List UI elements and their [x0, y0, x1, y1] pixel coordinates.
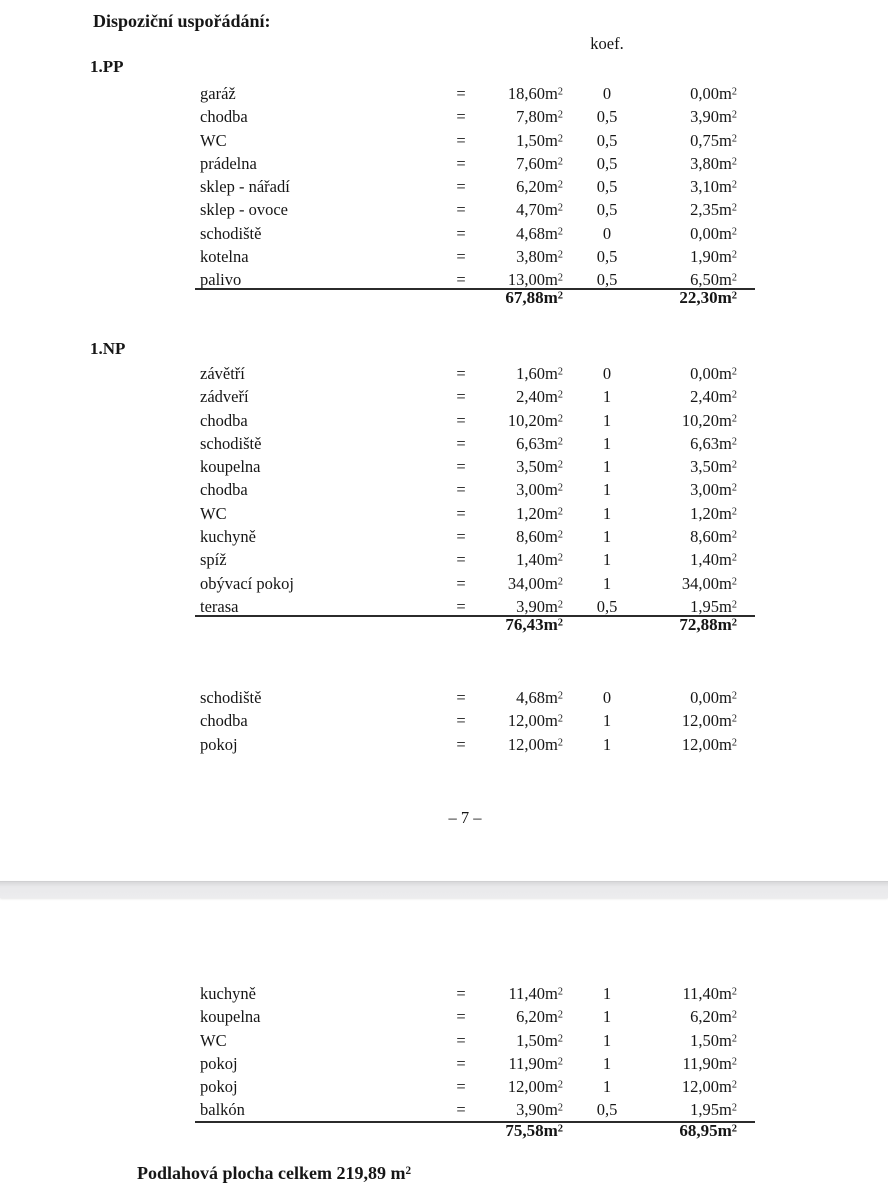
room-name: terasa — [200, 596, 239, 616]
room-area: $2,40m^2$ — [516, 387, 563, 407]
room-area: $12,00m^2$ — [507, 711, 563, 731]
room-koef: 1 — [602, 1007, 612, 1027]
equals-sign: = — [456, 688, 466, 707]
room-result: $1,95m^2$ — [690, 1100, 737, 1120]
room-area: $12,00m^2$ — [507, 1077, 563, 1097]
room-area: $6,20m^2$ — [516, 1007, 563, 1027]
room-koef: 0 — [602, 223, 612, 243]
room-koef: 1 — [602, 433, 612, 453]
room-area: $7,60m^2$ — [516, 153, 563, 173]
room-table-continuation — [200, 686, 737, 756]
section-label-1np: 1.NP — [90, 339, 126, 358]
room-area: $4,70m^2$ — [516, 200, 563, 220]
room-result: $12,00m^2$ — [681, 711, 737, 731]
room-result: $1,90m^2$ — [690, 247, 737, 267]
room-area: $1,50m^2$ — [516, 1030, 563, 1050]
room-result: $0,75m^2$ — [690, 130, 737, 150]
table-row — [200, 686, 737, 709]
equals-sign: = — [456, 177, 466, 197]
room-name: balkón — [200, 1100, 245, 1120]
room-koef: 0,5 — [596, 1100, 618, 1120]
room-name: zádveří — [200, 387, 249, 407]
room-result: $1,50m^2$ — [690, 1030, 737, 1050]
equals-sign: = — [456, 130, 466, 150]
room-name: schodiště — [200, 223, 262, 243]
room-koef: 0,5 — [596, 596, 618, 616]
equals-sign: = — [456, 387, 466, 407]
room-result: $3,10m^2$ — [690, 177, 737, 197]
table-row — [200, 709, 737, 732]
room-name: chodba — [200, 410, 248, 430]
room-area: $3,90m^2$ — [516, 1100, 563, 1120]
table-row — [200, 385, 737, 408]
equals-sign: = — [456, 433, 466, 453]
room-area: $3,50m^2$ — [516, 457, 563, 477]
room-koef: 0,5 — [596, 177, 618, 197]
room-name: koupelna — [200, 1007, 261, 1027]
equals-sign: = — [456, 711, 466, 731]
table-row — [200, 1029, 737, 1052]
equals-sign: = — [456, 153, 466, 173]
equals-sign: = — [456, 457, 466, 477]
room-result: $6,50m^2$ — [690, 270, 737, 290]
room-name: palivo — [200, 270, 242, 290]
room-result: $3,50m^2$ — [690, 457, 737, 477]
room-koef: 1 — [602, 387, 612, 407]
page-number: – 7 – — [448, 808, 482, 827]
room-koef: 1 — [602, 457, 612, 477]
room-result: $0,00m^2$ — [690, 688, 737, 707]
room-result: $6,63m^2$ — [690, 433, 737, 453]
room-area: $3,90m^2$ — [516, 596, 563, 616]
room-koef: 0 — [602, 84, 612, 103]
table-row — [200, 129, 737, 152]
room-result: $10,20m^2$ — [681, 410, 737, 430]
equals-sign: = — [456, 107, 466, 127]
total-area-1np: $76,43m^2$ — [505, 615, 563, 634]
room-name: závětří — [200, 364, 245, 383]
table-row — [200, 1052, 737, 1075]
equals-sign: = — [456, 527, 466, 547]
equals-sign: = — [456, 573, 466, 593]
total-floor-area: Podlahová plocha celkem 219,89 $m^2$ — [137, 1163, 412, 1183]
room-area: $4,68m^2$ — [516, 223, 563, 243]
room-result: $3,00m^2$ — [690, 480, 737, 500]
room-koef: 0,5 — [596, 200, 618, 220]
room-area: $10,20m^2$ — [507, 410, 563, 430]
room-area: $12,00m^2$ — [507, 734, 563, 754]
room-area: $1,50m^2$ — [516, 130, 563, 150]
room-result: $11,40m^2$ — [682, 984, 737, 1003]
room-result: $0,00m^2$ — [690, 364, 737, 383]
room-name: kuchyně — [200, 527, 256, 547]
room-name: spíž — [200, 550, 227, 570]
room-name: sklep - nářadí — [200, 177, 290, 197]
table-row — [200, 198, 737, 221]
column-header-koef: koef. — [590, 34, 624, 53]
room-name: chodba — [200, 107, 248, 127]
room-result: $34,00m^2$ — [681, 573, 737, 593]
room-area: $4,68m^2$ — [516, 688, 563, 707]
equals-sign: = — [456, 1007, 466, 1027]
room-name: sklep - ovoce — [200, 200, 288, 220]
table-row — [200, 245, 737, 268]
totals-row-1np — [200, 613, 737, 636]
room-result: $1,95m^2$ — [690, 596, 737, 616]
room-result: $3,80m^2$ — [690, 153, 737, 173]
room-result: $8,60m^2$ — [690, 527, 737, 547]
room-result: $12,00m^2$ — [681, 1077, 737, 1097]
room-koef: 1 — [602, 550, 612, 570]
room-area: $18,60m^2$ — [507, 84, 563, 103]
room-koef: 1 — [602, 1030, 612, 1050]
equals-sign: = — [456, 1030, 466, 1050]
room-name: koupelna — [200, 457, 261, 477]
equals-sign: = — [456, 223, 466, 243]
table-row — [200, 572, 737, 595]
room-name: schodiště — [200, 433, 262, 453]
room-koef: 0,5 — [596, 130, 618, 150]
equals-sign: = — [456, 270, 466, 290]
room-table-1pp — [200, 82, 737, 292]
table-row — [200, 525, 737, 548]
room-koef: 0,5 — [596, 270, 618, 290]
equals-sign: = — [456, 984, 466, 1003]
room-name: chodba — [200, 711, 248, 731]
total-result-1np: $72,88m^2$ — [679, 615, 737, 634]
room-area: $1,40m^2$ — [516, 550, 563, 570]
room-result: $12,00m^2$ — [681, 734, 737, 754]
room-area: $7,80m^2$ — [516, 107, 563, 127]
table-row — [200, 733, 737, 756]
table-row — [200, 175, 737, 198]
room-area: $1,60m^2$ — [516, 364, 563, 383]
equals-sign: = — [456, 596, 466, 616]
room-name: WC — [200, 130, 227, 150]
room-result: $0,00m^2$ — [690, 223, 737, 243]
room-name: pokoj — [200, 734, 238, 754]
equals-sign: = — [456, 550, 466, 570]
equals-sign: = — [456, 1077, 466, 1097]
room-name: WC — [200, 503, 227, 523]
table-row — [200, 432, 737, 455]
room-result: $1,40m^2$ — [690, 550, 737, 570]
equals-sign: = — [456, 200, 466, 220]
totals-row-1pp — [200, 286, 737, 309]
room-koef: 1 — [602, 527, 612, 547]
table-row — [200, 548, 737, 571]
room-koef: 1 — [602, 410, 612, 430]
room-area: $11,40m^2$ — [508, 984, 563, 1003]
equals-sign: = — [456, 84, 466, 103]
room-koef: 1 — [602, 1053, 612, 1073]
room-koef: 1 — [602, 573, 612, 593]
room-result: $2,35m^2$ — [690, 200, 737, 220]
room-name: pokoj — [200, 1077, 238, 1097]
room-name: schodiště — [200, 688, 262, 707]
total-area-page2: $75,58m^2$ — [505, 1121, 563, 1140]
equals-sign: = — [456, 480, 466, 500]
equals-sign: = — [456, 734, 466, 754]
table-row — [200, 502, 737, 525]
room-name: garáž — [200, 84, 236, 103]
room-koef: 0 — [602, 688, 612, 707]
section-label-1pp: 1.PP — [90, 57, 124, 76]
room-name: kuchyně — [200, 984, 256, 1003]
room-koef: 1 — [602, 734, 612, 754]
table-row — [200, 105, 737, 128]
table-row — [200, 222, 737, 245]
table-row — [200, 152, 737, 175]
room-name: obývací pokoj — [200, 573, 294, 593]
room-koef: 1 — [602, 503, 612, 523]
room-area: $6,20m^2$ — [516, 177, 563, 197]
table-row — [200, 982, 737, 1005]
room-koef: 1 — [602, 984, 612, 1003]
equals-sign: = — [456, 1053, 466, 1073]
equals-sign: = — [456, 364, 466, 383]
total-result-1pp: $22,30m^2$ — [679, 288, 737, 307]
table-row — [200, 362, 737, 385]
room-koef: 0,5 — [596, 107, 618, 127]
page-separator — [0, 881, 888, 898]
room-area: $11,90m^2$ — [508, 1053, 563, 1073]
room-result: $2,40m^2$ — [690, 387, 737, 407]
room-area: $8,60m^2$ — [516, 527, 563, 547]
room-area: $6,63m^2$ — [516, 433, 563, 453]
room-area: $34,00m^2$ — [507, 573, 563, 593]
table-row — [200, 1005, 737, 1028]
room-name: chodba — [200, 480, 248, 500]
room-area: $3,00m^2$ — [516, 480, 563, 500]
total-area-1pp: $67,88m^2$ — [505, 288, 563, 307]
equals-sign: = — [456, 1100, 466, 1120]
room-name: pokoj — [200, 1053, 238, 1073]
room-name: kotelna — [200, 247, 249, 267]
room-result: $6,20m^2$ — [690, 1007, 737, 1027]
total-result-page2: $68,95m^2$ — [679, 1121, 737, 1140]
room-koef: 1 — [602, 711, 612, 731]
room-area: $13,00m^2$ — [507, 270, 563, 290]
room-koef: 0,5 — [596, 247, 618, 267]
equals-sign: = — [456, 503, 466, 523]
document-title: Dispoziční uspořádání: — [93, 11, 271, 31]
totals-row-page2 — [200, 1119, 737, 1142]
table-row — [200, 1075, 737, 1098]
equals-sign: = — [456, 247, 466, 267]
room-koef: 1 — [602, 1077, 612, 1097]
table-row — [200, 455, 737, 478]
room-koef: 0 — [602, 364, 612, 383]
table-row — [200, 82, 737, 105]
room-table-1np — [200, 362, 737, 618]
room-result: $1,20m^2$ — [690, 503, 737, 523]
room-result: $11,90m^2$ — [682, 1053, 737, 1073]
room-table-page2 — [200, 982, 737, 1122]
room-name: prádelna — [200, 153, 257, 173]
table-row — [200, 409, 737, 432]
room-area: $3,80m^2$ — [516, 247, 563, 267]
room-area: $1,20m^2$ — [516, 503, 563, 523]
equals-sign: = — [456, 410, 466, 430]
room-result: $3,90m^2$ — [690, 107, 737, 127]
table-row — [200, 478, 737, 501]
room-koef: 0,5 — [596, 153, 618, 173]
room-name: WC — [200, 1030, 227, 1050]
room-result: $0,00m^2$ — [690, 84, 737, 103]
room-koef: 1 — [602, 480, 612, 500]
